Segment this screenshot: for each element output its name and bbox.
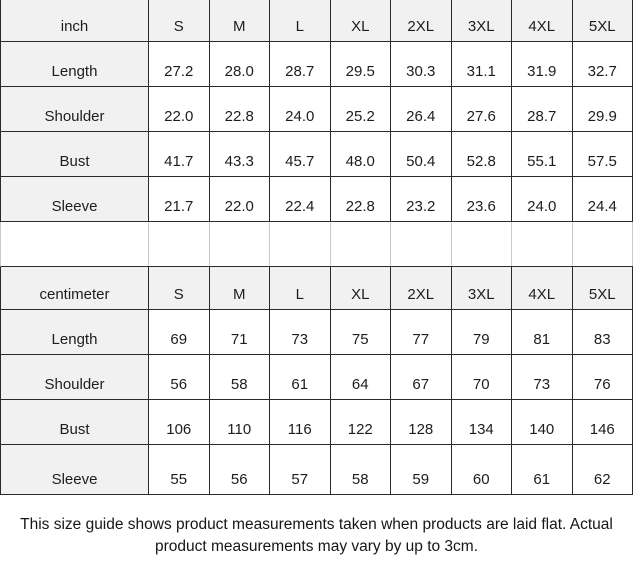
gap-cell — [270, 222, 331, 266]
measurement-row — [1, 400, 633, 445]
measurement-cell: 83 — [573, 310, 633, 355]
row-label-cell: Sleeve — [1, 445, 149, 495]
measurement-row — [1, 87, 633, 132]
measurement-cell: 116 — [270, 400, 331, 445]
measurement-cell: 29.9 — [573, 87, 633, 132]
measurement-row — [1, 177, 633, 222]
unit-label-cell: inch — [1, 0, 149, 42]
measurement-cell: 55.1 — [512, 132, 573, 177]
size-header-cell: M — [210, 0, 271, 42]
measurement-cell: 140 — [512, 400, 573, 445]
size-header-cell: XL — [331, 0, 392, 42]
size-header-cell: 3XL — [452, 0, 513, 42]
measurement-cell: 60 — [452, 445, 513, 495]
gap-cell — [573, 222, 633, 266]
row-label-cell: Length — [1, 42, 149, 87]
measurement-cell: 71 — [210, 310, 271, 355]
table-header-row — [1, 267, 633, 310]
measurement-row — [1, 445, 633, 495]
gap-cell — [1, 222, 149, 266]
measurement-cell: 57.5 — [573, 132, 633, 177]
measurement-cell: 62 — [573, 445, 633, 495]
measurement-cell: 52.8 — [452, 132, 513, 177]
row-label-cell: Bust — [1, 400, 149, 445]
measurement-cell: 24.0 — [512, 177, 573, 222]
measurement-cell: 50.4 — [391, 132, 452, 177]
size-guide-note: This size guide shows product measurements taken when products are laid flat. Actual product measurements may vary by up to 3cm. — [20, 516, 613, 555]
size-header-cell: 4XL — [512, 267, 573, 310]
measurement-cell: 22.4 — [270, 177, 331, 222]
measurement-cell: 22.0 — [210, 177, 271, 222]
unit-label-cell: centimeter — [1, 267, 149, 310]
measurement-cell: 79 — [452, 310, 513, 355]
measurement-cell: 27.2 — [149, 42, 210, 87]
measurement-cell: 45.7 — [270, 132, 331, 177]
measurement-row — [1, 355, 633, 400]
row-label-cell: Sleeve — [1, 177, 149, 222]
measurement-cell: 59 — [391, 445, 452, 495]
measurement-cell: 22.8 — [210, 87, 271, 132]
measurement-row — [1, 42, 633, 87]
measurement-cell: 31.1 — [452, 42, 513, 87]
measurement-cell: 41.7 — [149, 132, 210, 177]
gap-cell — [512, 222, 573, 266]
measurement-cell: 134 — [452, 400, 513, 445]
measurement-cell: 22.0 — [149, 87, 210, 132]
measurement-cell: 23.6 — [452, 177, 513, 222]
measurement-cell: 28.7 — [512, 87, 573, 132]
size-header-cell: M — [210, 267, 271, 310]
measurement-cell: 22.8 — [331, 177, 392, 222]
row-label-cell: Shoulder — [1, 355, 149, 400]
measurement-cell: 27.6 — [452, 87, 513, 132]
measurement-cell: 57 — [270, 445, 331, 495]
measurement-cell: 75 — [331, 310, 392, 355]
size-header-cell: S — [149, 267, 210, 310]
measurement-cell: 48.0 — [331, 132, 392, 177]
measurement-cell: 26.4 — [391, 87, 452, 132]
measurement-cell: 58 — [331, 445, 392, 495]
measurement-cell: 31.9 — [512, 42, 573, 87]
measurement-cell: 56 — [149, 355, 210, 400]
measurement-row — [1, 310, 633, 355]
size-header-cell: L — [270, 267, 331, 310]
measurement-cell: 43.3 — [210, 132, 271, 177]
row-label-cell: Bust — [1, 132, 149, 177]
size-header-cell: 5XL — [573, 267, 633, 310]
measurement-cell: 106 — [149, 400, 210, 445]
measurement-cell: 28.0 — [210, 42, 271, 87]
measurement-cell: 77 — [391, 310, 452, 355]
measurement-cell: 122 — [331, 400, 392, 445]
size-header-cell: XL — [331, 267, 392, 310]
measurement-cell: 24.4 — [573, 177, 633, 222]
measurement-cell: 76 — [573, 355, 633, 400]
size-header-cell: L — [270, 0, 331, 42]
gap-cell — [452, 222, 513, 266]
measurement-cell: 81 — [512, 310, 573, 355]
row-label-cell: Shoulder — [1, 87, 149, 132]
measurement-cell: 32.7 — [573, 42, 633, 87]
measurement-cell: 128 — [391, 400, 452, 445]
measurement-cell: 61 — [270, 355, 331, 400]
measurement-cell: 25.2 — [331, 87, 392, 132]
measurement-cell: 58 — [210, 355, 271, 400]
measurement-cell: 28.7 — [270, 42, 331, 87]
gap-cell — [149, 222, 210, 266]
size-header-cell: S — [149, 0, 210, 42]
measurement-cell: 30.3 — [391, 42, 452, 87]
size-table-centimeter — [0, 267, 633, 495]
size-header-cell: 2XL — [391, 267, 452, 310]
measurement-cell: 61 — [512, 445, 573, 495]
measurement-cell: 24.0 — [270, 87, 331, 132]
measurement-cell: 110 — [210, 400, 271, 445]
table-gap-row — [0, 222, 633, 267]
size-header-cell: 2XL — [391, 0, 452, 42]
size-header-cell: 4XL — [512, 0, 573, 42]
gap-cell — [331, 222, 392, 266]
measurement-cell: 55 — [149, 445, 210, 495]
measurement-cell: 56 — [210, 445, 271, 495]
measurement-cell: 146 — [573, 400, 633, 445]
size-header-cell: 3XL — [452, 267, 513, 310]
size-table-inch — [0, 0, 633, 222]
table-header-row — [1, 0, 633, 42]
measurement-cell: 67 — [391, 355, 452, 400]
row-label-cell: Length — [1, 310, 149, 355]
measurement-cell: 73 — [270, 310, 331, 355]
gap-cell — [391, 222, 452, 266]
measurement-cell: 23.2 — [391, 177, 452, 222]
measurement-cell: 64 — [331, 355, 392, 400]
measurement-cell: 69 — [149, 310, 210, 355]
size-header-cell: 5XL — [573, 0, 633, 42]
measurement-cell: 21.7 — [149, 177, 210, 222]
measurement-cell: 29.5 — [331, 42, 392, 87]
gap-cell — [210, 222, 271, 266]
measurement-cell: 73 — [512, 355, 573, 400]
measurement-cell: 70 — [452, 355, 513, 400]
measurement-row — [1, 132, 633, 177]
